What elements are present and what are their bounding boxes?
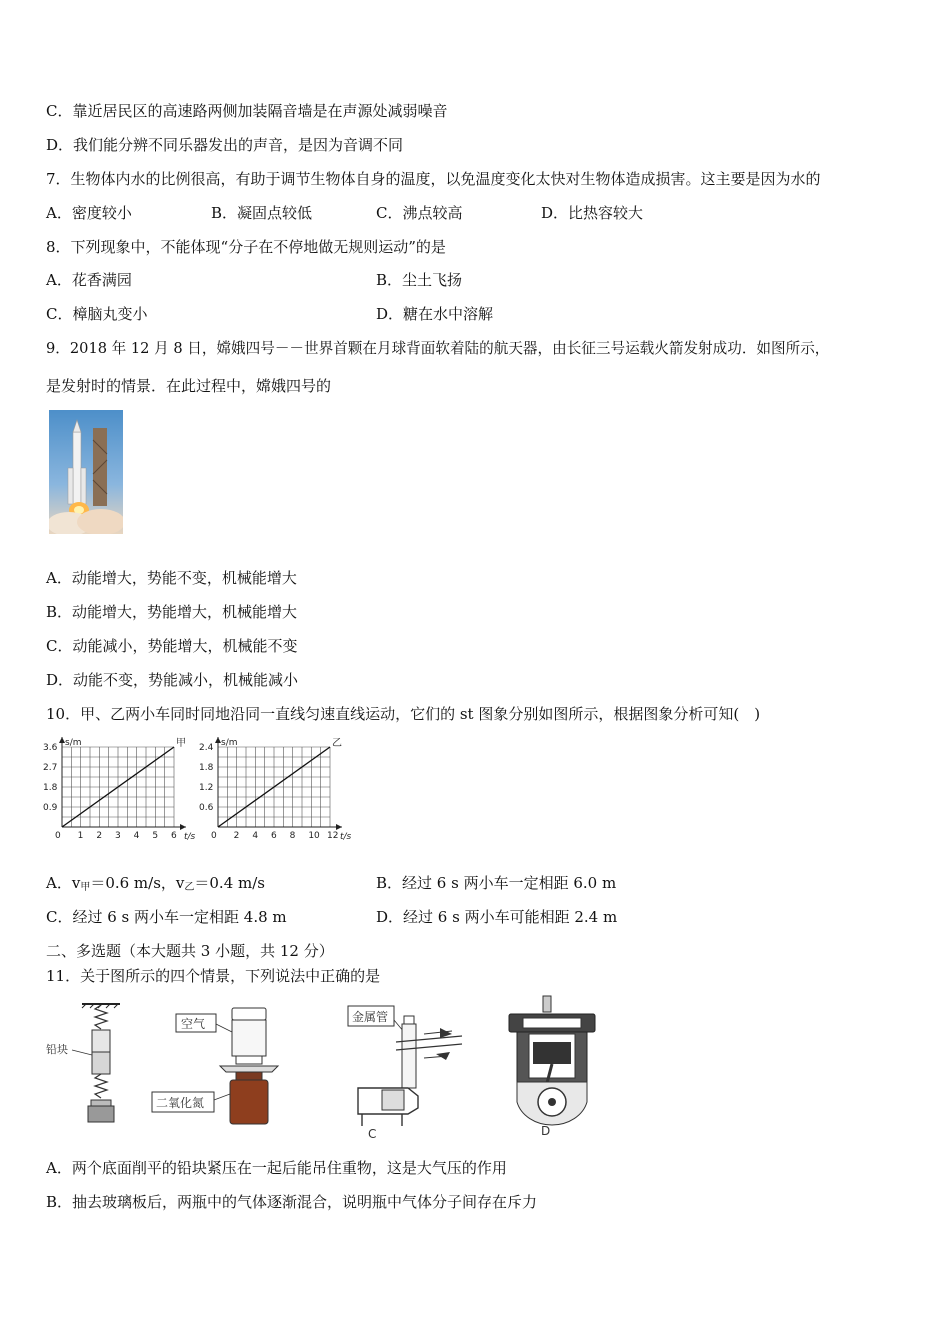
no2-label: 二氧化氮 bbox=[156, 1096, 205, 1110]
q10-option-a-sub-yi: 乙 bbox=[184, 882, 195, 893]
q8-option-b: B．尘土飞扬 bbox=[376, 271, 463, 289]
y-tick-label: 0.9 bbox=[43, 803, 58, 813]
label-d: D bbox=[541, 1124, 551, 1138]
q7-option-a: A．密度较小 bbox=[46, 204, 132, 222]
x-tick-label: 6 bbox=[171, 831, 177, 841]
q10-stem: 10．甲、乙两小车同时同地沿同一直线匀速直线运动，它们的 st 图象分别如图所示，根据图象分析可知( ) bbox=[46, 705, 761, 723]
q9-stem-line1: 9．2018 年 12 月 8 日，嫦娥四号－－世界首颗在月球背面软着陆的航天器，由长征三号运载火箭发射成功．如图所示， bbox=[46, 340, 830, 357]
y-axis-label: s/m bbox=[65, 738, 82, 748]
chart-title: 乙 bbox=[332, 738, 342, 749]
x-tick-label: 8 bbox=[289, 831, 296, 841]
q8-option-d: D．糖在水中溶解 bbox=[376, 305, 494, 323]
x-tick-label: 12 bbox=[327, 831, 339, 841]
y-tick-label: 1.2 bbox=[199, 783, 214, 793]
x-tick-label: 3 bbox=[115, 831, 121, 841]
q8-option-a: A．花香满园 bbox=[46, 271, 132, 289]
q9-option-d: D．动能不变，势能减小，机械能减小 bbox=[46, 671, 299, 689]
q11-stem: 11．关于图所示的四个情景，下列说法中正确的是 bbox=[46, 967, 381, 985]
x-tick-label: 6 bbox=[271, 831, 277, 841]
y-tick-label: 2.7 bbox=[43, 763, 58, 773]
figure-c-metal-tube bbox=[340, 998, 475, 1140]
y-tick-label: 1.8 bbox=[43, 783, 58, 793]
q11-option-b: B．抽去玻璃板后，两瓶中的气体逐渐混合，说明瓶中气体分子间存在斥力 bbox=[46, 1193, 538, 1211]
x-axis-label: t/s bbox=[184, 832, 196, 842]
q10-option-c: C．经过 6 s 两小车一定相距 4.8 m bbox=[46, 908, 287, 926]
q8-option-c: C．樟脑丸变小 bbox=[46, 305, 148, 323]
figure-d-engine bbox=[503, 994, 603, 1138]
q9-option-a: A．动能增大，势能不变，机械能增大 bbox=[46, 569, 297, 587]
x-tick-label: 2 bbox=[96, 831, 103, 841]
q10-option-d: D．经过 6 s 两小车可能相距 2.4 m bbox=[376, 908, 618, 926]
q7-option-b: B．凝固点较低 bbox=[211, 204, 313, 222]
rocket-launch-photo bbox=[49, 410, 123, 534]
q10-option-a bbox=[46, 873, 265, 898]
lead-label: 铅块 bbox=[46, 1043, 68, 1056]
q8-stem: 8．下列现象中，不能体现“分子在不停地做无规则运动”的是 bbox=[46, 238, 446, 256]
chart-yi-svg bbox=[196, 735, 361, 845]
q10-option-a-sub-jia: 甲 bbox=[80, 882, 91, 893]
q6-option-c: C．靠近居民区的高速路两侧加装隔音墙是在声源处减弱噪音 bbox=[46, 102, 448, 120]
q9-option-b: B．动能增大，势能增大，机械能增大 bbox=[46, 603, 298, 621]
chart-title: 甲 bbox=[176, 738, 186, 749]
q10-option-a-suffix: ＝0.4 m/s bbox=[194, 874, 265, 892]
q10-option-a-prefix: A．v bbox=[46, 874, 81, 892]
chart-yi bbox=[196, 735, 361, 845]
q7-option-c: C．沸点较高 bbox=[376, 204, 463, 222]
y-tick-label: 1.8 bbox=[199, 763, 214, 773]
x-tick-label: 0 bbox=[55, 831, 61, 841]
chart-jia-svg bbox=[40, 735, 200, 845]
x-axis-arrow bbox=[336, 824, 342, 830]
q10-option-a-mid: ＝0.6 m/s，v bbox=[90, 874, 185, 892]
x-tick-label: 1 bbox=[77, 831, 84, 841]
x-axis-arrow bbox=[180, 824, 186, 830]
q9-option-c: C．动能减小，势能增大，机械能不变 bbox=[46, 637, 298, 655]
y-axis-label: s/m bbox=[221, 738, 238, 748]
section2-heading: 二、多选题（本大题共 3 小题，共 12 分） bbox=[46, 942, 334, 960]
q7-stem: 7．生物体内水的比例很高，有助于调节生物体自身的温度，以免温度变化太快对生物体造成损害。这主要是因为水的 bbox=[46, 170, 821, 188]
q11-option-a: A．两个底面削平的铅块紧压在一起后能吊住重物，这是大气压的作用 bbox=[46, 1159, 507, 1177]
chart-jia bbox=[40, 735, 200, 845]
x-tick-label: 2 bbox=[233, 831, 240, 841]
x-axis-label: t/s bbox=[340, 832, 352, 842]
x-tick-label: 4 bbox=[133, 831, 140, 841]
y-tick-label: 0.6 bbox=[199, 803, 214, 813]
q9-stem-line2: 是发射时的情景．在此过程中，嫦娥四号的 bbox=[46, 377, 332, 395]
x-tick-label: 4 bbox=[252, 831, 259, 841]
figure-b-gas-diffusion bbox=[148, 1000, 283, 1130]
x-tick-label: 10 bbox=[308, 831, 320, 841]
label-c: C bbox=[368, 1127, 377, 1140]
q6-option-d: D．我们能分辨不同乐器发出的声音，是因为音调不同 bbox=[46, 136, 404, 154]
x-tick-label: 5 bbox=[152, 831, 159, 841]
air-label: 空气 bbox=[181, 1017, 206, 1031]
q10-option-b: B．经过 6 s 两小车一定相距 6.0 m bbox=[376, 874, 617, 892]
figure-a-lead-blocks bbox=[44, 1000, 154, 1130]
x-tick-label: 0 bbox=[211, 831, 217, 841]
q7-option-d: D．比热容较大 bbox=[541, 204, 644, 222]
y-tick-label: 2.4 bbox=[199, 743, 214, 753]
y-tick-label: 3.6 bbox=[43, 743, 58, 753]
tube-label: 金属管 bbox=[352, 1010, 389, 1024]
